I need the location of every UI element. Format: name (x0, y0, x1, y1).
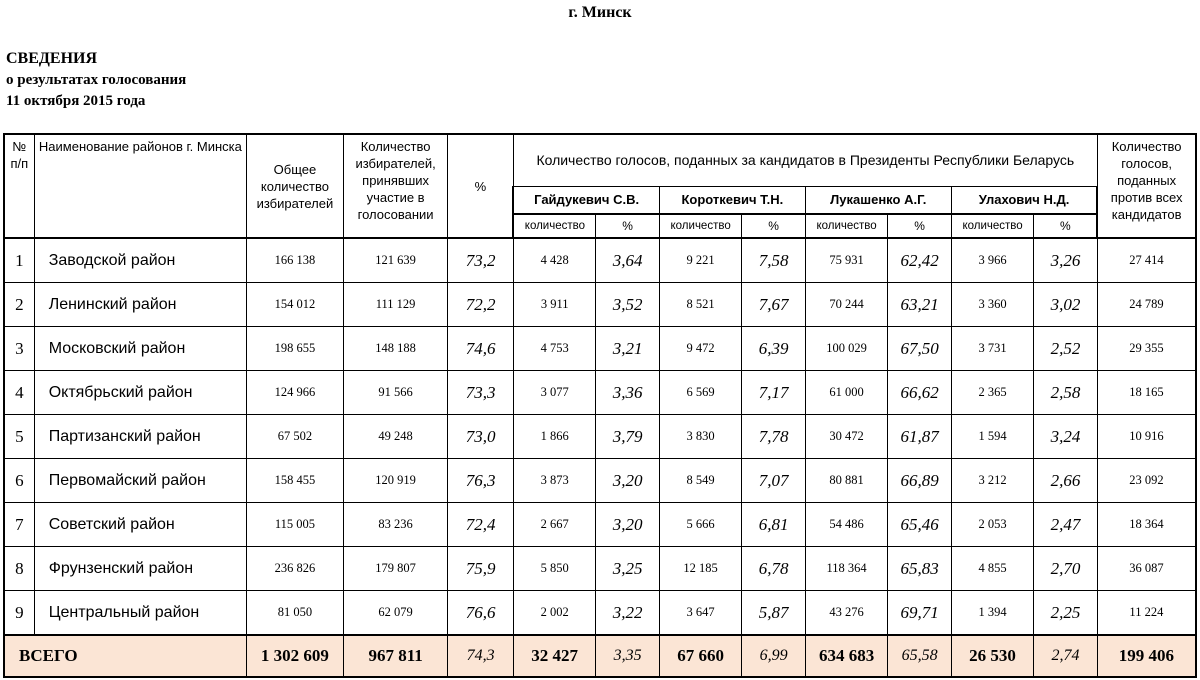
page-city-title: г. Минск (568, 4, 632, 21)
against-all-count: 36 087 (1097, 547, 1196, 591)
table-row (4, 283, 1196, 327)
candidate-header: Гайдукевич С.В. (513, 186, 659, 214)
district-name: Заводской район (34, 238, 246, 283)
total-candidate-percent: 65,58 (888, 635, 951, 677)
against-all-count: 29 355 (1097, 327, 1196, 371)
candidate-header: Короткевич Т.Н. (659, 186, 805, 214)
against-all-count: 10 916 (1097, 415, 1196, 459)
subheader-percent: % (888, 214, 951, 238)
results-table (3, 133, 1197, 678)
turnout-percent: 74,6 (448, 327, 513, 371)
candidate-percent: 3,02 (1034, 283, 1097, 327)
candidate-count: 80 881 (805, 459, 888, 503)
total-candidate-percent: 3,35 (596, 635, 659, 677)
candidate-count: 70 244 (805, 283, 888, 327)
candidate-percent: 67,50 (888, 327, 951, 371)
participated-voters: 62 079 (343, 591, 448, 636)
col-header-district: Наименование районов г. Минска (34, 134, 246, 238)
candidate-percent: 2,47 (1034, 503, 1097, 547)
table-row (4, 503, 1196, 547)
table-row (4, 415, 1196, 459)
total-voters: 166 138 (247, 238, 344, 283)
document-title: СВЕДЕНИЯ (6, 50, 98, 67)
total-candidate-percent: 2,74 (1034, 635, 1097, 677)
total-voters: 124 966 (247, 371, 344, 415)
participated-voters: 83 236 (343, 503, 448, 547)
candidate-count: 3 911 (513, 283, 596, 327)
subheader-percent: % (1034, 214, 1097, 238)
row-number: 6 (4, 459, 34, 503)
district-name: Центральный район (34, 591, 246, 636)
candidate-percent: 3,24 (1034, 415, 1097, 459)
total-candidate-count: 26 530 (951, 635, 1034, 677)
candidate-header: Улахович Н.Д. (951, 186, 1097, 214)
candidate-count: 12 185 (659, 547, 742, 591)
against-all-count: 24 789 (1097, 283, 1196, 327)
participated-voters: 91 566 (343, 371, 448, 415)
candidate-count: 1 594 (951, 415, 1034, 459)
candidate-percent: 2,25 (1034, 591, 1097, 636)
candidate-header: Лукашенко А.Г. (805, 186, 951, 214)
row-number: 9 (4, 591, 34, 636)
candidate-count: 61 000 (805, 371, 888, 415)
candidate-percent: 63,21 (888, 283, 951, 327)
table-row (4, 238, 1196, 283)
table-row (4, 459, 1196, 503)
candidate-percent: 3,52 (596, 283, 659, 327)
candidate-count: 2 002 (513, 591, 596, 636)
document-date: 11 октября 2015 года (6, 93, 146, 109)
candidate-count: 5 666 (659, 503, 742, 547)
candidate-count: 2 667 (513, 503, 596, 547)
total-voters: 81 050 (247, 591, 344, 636)
total-voters: 158 455 (247, 459, 344, 503)
candidate-percent: 3,64 (596, 238, 659, 283)
candidate-count: 8 549 (659, 459, 742, 503)
candidate-percent: 5,87 (742, 591, 805, 636)
row-number: 3 (4, 327, 34, 371)
candidate-percent: 3,36 (596, 371, 659, 415)
candidate-percent: 66,89 (888, 459, 951, 503)
subheader-count: количество (513, 214, 596, 238)
candidate-count: 5 850 (513, 547, 596, 591)
candidate-count: 100 029 (805, 327, 888, 371)
col-header-votes-for-candidates: Количество голосов, поданных за кандидатов в Президенты Республики Беларусь (513, 134, 1097, 186)
candidate-count: 4 753 (513, 327, 596, 371)
col-header-percent: % (448, 134, 513, 238)
subheader-percent: % (596, 214, 659, 238)
candidate-percent: 2,66 (1034, 459, 1097, 503)
col-header-total-voters: Общее количество избирателей (247, 134, 344, 238)
row-number: 8 (4, 547, 34, 591)
district-name: Московский район (34, 327, 246, 371)
candidate-count: 75 931 (805, 238, 888, 283)
candidate-percent: 3,20 (596, 503, 659, 547)
subheader-percent: % (742, 214, 805, 238)
candidate-count: 6 569 (659, 371, 742, 415)
participated-voters: 121 639 (343, 238, 448, 283)
table-row (4, 547, 1196, 591)
candidate-count: 3 873 (513, 459, 596, 503)
against-all-count: 27 414 (1097, 238, 1196, 283)
row-number: 2 (4, 283, 34, 327)
candidate-percent: 6,39 (742, 327, 805, 371)
participated-voters: 179 807 (343, 547, 448, 591)
candidate-count: 2 365 (951, 371, 1034, 415)
turnout-percent: 72,2 (448, 283, 513, 327)
total-voters: 115 005 (247, 503, 344, 547)
subheader-count: количество (659, 214, 742, 238)
candidate-count: 2 053 (951, 503, 1034, 547)
candidate-percent: 2,58 (1034, 371, 1097, 415)
candidate-count: 1 866 (513, 415, 596, 459)
total-against-all: 199 406 (1097, 635, 1196, 677)
row-number: 5 (4, 415, 34, 459)
against-all-count: 11 224 (1097, 591, 1196, 636)
candidate-percent: 7,58 (742, 238, 805, 283)
district-name: Советский район (34, 503, 246, 547)
row-number: 1 (4, 238, 34, 283)
candidate-percent: 7,67 (742, 283, 805, 327)
candidate-percent: 6,81 (742, 503, 805, 547)
subheader-count: количество (951, 214, 1034, 238)
candidate-percent: 2,52 (1034, 327, 1097, 371)
candidate-count: 3 966 (951, 238, 1034, 283)
candidate-percent: 7,78 (742, 415, 805, 459)
against-all-count: 18 165 (1097, 371, 1196, 415)
total-label: ВСЕГО (4, 635, 247, 677)
row-number: 4 (4, 371, 34, 415)
total-candidate-count: 634 683 (805, 635, 888, 677)
candidate-count: 118 364 (805, 547, 888, 591)
candidate-count: 54 486 (805, 503, 888, 547)
participated-voters: 111 129 (343, 283, 448, 327)
document-subtitle: о результатах голосования (6, 72, 187, 88)
total-voters: 1 302 609 (247, 635, 344, 677)
row-number: 7 (4, 503, 34, 547)
candidate-percent: 6,78 (742, 547, 805, 591)
district-name: Фрунзенский район (34, 547, 246, 591)
district-name: Первомайский район (34, 459, 246, 503)
total-percent: 74,3 (448, 635, 513, 677)
candidate-percent: 3,79 (596, 415, 659, 459)
turnout-percent: 72,4 (448, 503, 513, 547)
total-voters: 236 826 (247, 547, 344, 591)
candidate-count: 8 521 (659, 283, 742, 327)
candidate-count: 1 394 (951, 591, 1034, 636)
total-row (4, 635, 1196, 677)
candidate-percent: 61,87 (888, 415, 951, 459)
candidate-count: 3 212 (951, 459, 1034, 503)
table-row (4, 371, 1196, 415)
total-candidate-percent: 6,99 (742, 635, 805, 677)
candidate-percent: 7,17 (742, 371, 805, 415)
total-voters: 154 012 (247, 283, 344, 327)
turnout-percent: 76,3 (448, 459, 513, 503)
candidate-percent: 66,62 (888, 371, 951, 415)
candidate-percent: 3,21 (596, 327, 659, 371)
col-header-number: № п/п (4, 134, 34, 238)
total-participated: 967 811 (343, 635, 448, 677)
candidate-percent: 65,83 (888, 547, 951, 591)
candidate-count: 4 855 (951, 547, 1034, 591)
candidate-percent: 65,46 (888, 503, 951, 547)
candidate-count: 3 830 (659, 415, 742, 459)
turnout-percent: 73,3 (448, 371, 513, 415)
against-all-count: 18 364 (1097, 503, 1196, 547)
candidate-count: 30 472 (805, 415, 888, 459)
candidate-percent: 3,25 (596, 547, 659, 591)
total-voters: 67 502 (247, 415, 344, 459)
turnout-percent: 75,9 (448, 547, 513, 591)
participated-voters: 120 919 (343, 459, 448, 503)
candidate-count: 43 276 (805, 591, 888, 636)
subheader-count: количество (805, 214, 888, 238)
against-all-count: 23 092 (1097, 459, 1196, 503)
candidate-count: 3 360 (951, 283, 1034, 327)
candidate-count: 9 472 (659, 327, 742, 371)
turnout-percent: 76,6 (448, 591, 513, 636)
candidate-count: 3 731 (951, 327, 1034, 371)
total-voters: 198 655 (247, 327, 344, 371)
total-candidate-count: 32 427 (513, 635, 596, 677)
col-header-participated: Количество избирателей, принявших участие в голосовании (343, 134, 448, 238)
candidate-count: 3 647 (659, 591, 742, 636)
candidate-percent: 2,70 (1034, 547, 1097, 591)
candidate-percent: 62,42 (888, 238, 951, 283)
turnout-percent: 73,0 (448, 415, 513, 459)
turnout-percent: 73,2 (448, 238, 513, 283)
table-row (4, 327, 1196, 371)
candidate-percent: 3,26 (1034, 238, 1097, 283)
table-row (4, 591, 1196, 636)
candidate-percent: 69,71 (888, 591, 951, 636)
candidate-percent: 3,22 (596, 591, 659, 636)
col-header-against-all: Количество голосов, поданных против всех кандидатов (1097, 134, 1196, 238)
candidate-count: 3 077 (513, 371, 596, 415)
candidate-count: 4 428 (513, 238, 596, 283)
candidate-count: 9 221 (659, 238, 742, 283)
candidate-percent: 3,20 (596, 459, 659, 503)
district-name: Партизанский район (34, 415, 246, 459)
participated-voters: 49 248 (343, 415, 448, 459)
district-name: Октябрьский район (34, 371, 246, 415)
candidate-percent: 7,07 (742, 459, 805, 503)
participated-voters: 148 188 (343, 327, 448, 371)
district-name: Ленинский район (34, 283, 246, 327)
total-candidate-count: 67 660 (659, 635, 742, 677)
